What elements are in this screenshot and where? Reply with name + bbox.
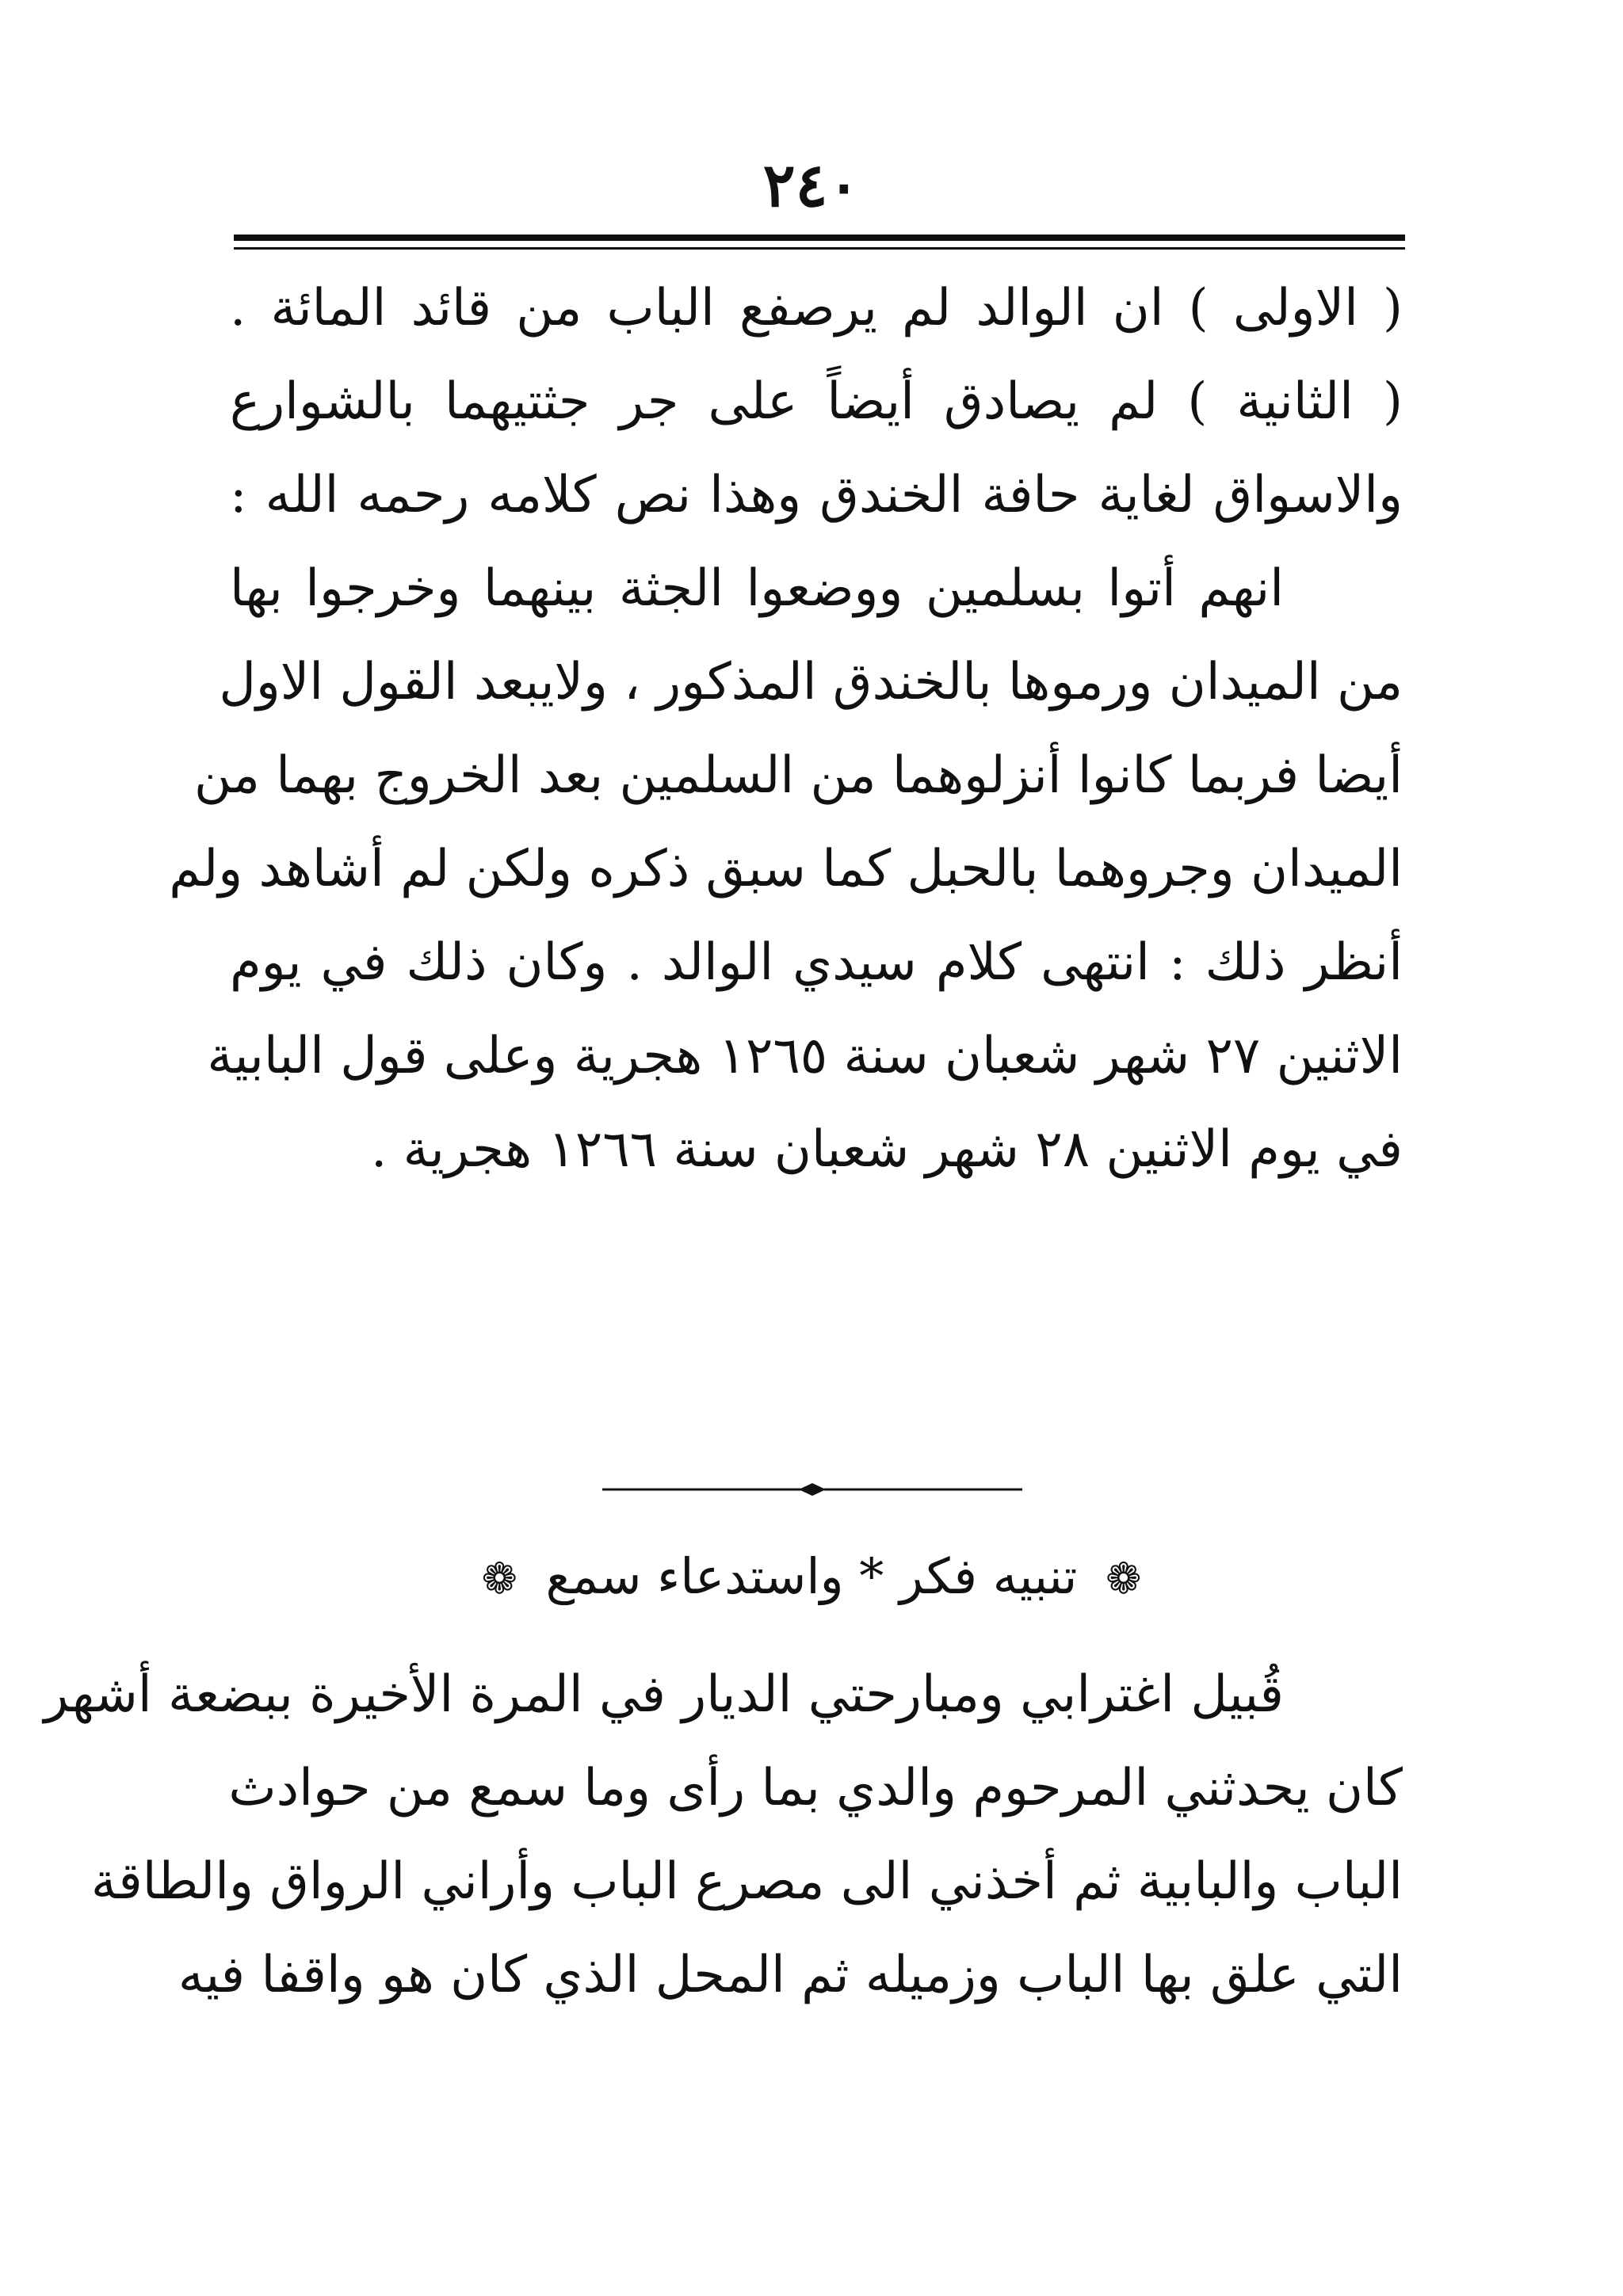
heading-ornament-right-icon: ❁ [1106, 1554, 1142, 1604]
text-line: أيضا فربما كانوا أنزلوهما من السلمين بعد الخروج بهما من [193, 746, 1403, 805]
header-rule-thin [234, 247, 1405, 250]
text-line: التي علق بها الباب وزميله ثم المحل الذي كان هو واقفا فيه [178, 1946, 1403, 2004]
section-heading [0, 1537, 1623, 1619]
text-line: ( الاولى ) ان الوالد لم يرصفع الباب من قائد المائة . [230, 279, 1403, 338]
text-line: والاسواق لغاية حافة الخندق وهذا نص كلامه رحمه الله : [230, 466, 1403, 524]
text-line: كان يحدثني المرحوم والدي بما رأى وما سمع من حوادث [228, 1759, 1403, 1817]
text-line: الاثنين ٢٧ شهر شعبان سنة ١٢٦٥ هجرية وعلى قول البابية [207, 1027, 1403, 1085]
paragraph-2 [44, 1648, 1403, 2022]
heading-ornament-left-icon: ❁ [481, 1554, 517, 1604]
text-line: الميدان وجروهما بالحبل كما سبق ذكره ولكن لم أشاهد ولم [169, 840, 1403, 898]
paragraph-1 [169, 261, 1403, 1196]
text-line: قُبيل اغترابي ومبارحتي الديار في المرة الأخيرة ببضعة أشهر [44, 1665, 1284, 1724]
text-line: انهم أتوا بسلمين ووضعوا الجثة بينهما وخرجوا بها [230, 559, 1284, 618]
section-divider-ornament [602, 1482, 1022, 1497]
page-number: ٢٤٠ [762, 150, 861, 220]
text-line: الباب والبابية ثم أخذني الى مصرع الباب وأراني الرواق والطاقة [90, 1852, 1403, 1911]
text-line: في يوم الاثنين ٢٨ شهر شعبان سنة ١٢٦٦ هجرية . [370, 1120, 1403, 1179]
text-line: ( الثانية ) لم يصادق أيضاً على جر جثتيهما بالشوارع [230, 372, 1403, 431]
section-heading-text: تنبيه فكر * واستدعاء سمع [545, 1547, 1078, 1605]
text-line: أنظر ذلك : انتهى كلام سيدي الوالد . وكان ذلك في يوم [230, 933, 1403, 992]
header-rule [234, 235, 1405, 241]
text-line: من الميدان ورموها بالخندق المذكور ، ولايبعد القول الاول [219, 653, 1403, 711]
